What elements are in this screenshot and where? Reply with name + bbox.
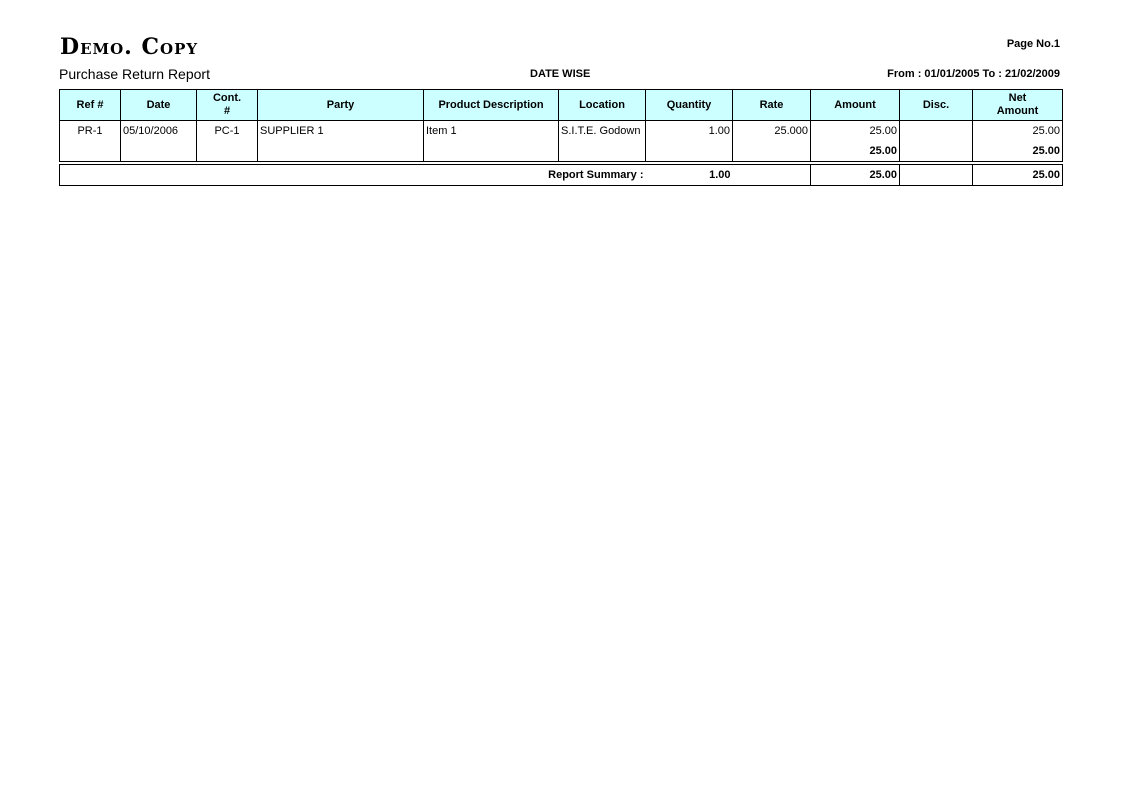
col-header-net-line2: Amount xyxy=(996,105,1039,117)
cell-disc xyxy=(900,121,973,142)
subtotal-cell-rate xyxy=(733,141,811,162)
subtotal-row xyxy=(60,141,1063,162)
cell-ref: PR-1 xyxy=(60,121,121,142)
subtotal-cell-location xyxy=(559,141,646,162)
subtotal-cell-ref xyxy=(60,141,121,162)
cell-rate: 25.000 xyxy=(733,121,811,142)
summary-row xyxy=(60,165,1063,186)
subtotal-cell-product xyxy=(424,141,559,162)
cell-location: S.I.T.E. Godown xyxy=(559,121,646,142)
col-header-net-amount xyxy=(973,90,1063,121)
report-title: Purchase Return Report xyxy=(59,66,210,82)
col-header-rate: Rate xyxy=(733,90,811,121)
col-header-disc: Disc. xyxy=(900,90,973,121)
cell-quantity: 1.00 xyxy=(646,121,733,142)
col-header-party: Party xyxy=(258,90,424,121)
summary-label: Report Summary : xyxy=(60,165,646,186)
table-header-row xyxy=(60,90,1063,121)
col-header-cont xyxy=(197,90,258,121)
col-header-cont-line2: # xyxy=(223,105,231,117)
summary-quantity: 1.00 xyxy=(646,165,733,186)
cell-date: 05/10/2006 xyxy=(121,121,197,142)
table-row xyxy=(60,121,1063,142)
col-header-quantity: Quantity xyxy=(646,90,733,121)
page-number: Page No.1 xyxy=(1006,38,1060,50)
cell-product: Item 1 xyxy=(424,121,559,142)
col-header-net-line1: Net xyxy=(1008,92,1027,104)
col-header-location: Location xyxy=(559,90,646,121)
summary-net-amount: 25.00 xyxy=(973,165,1063,186)
subtotal-net-amount: 25.00 xyxy=(973,141,1063,162)
col-header-date: Date xyxy=(121,90,197,121)
subtotal-amount: 25.00 xyxy=(811,141,900,162)
subtotal-cell-quantity xyxy=(646,141,733,162)
report-mode: DATE WISE xyxy=(530,68,591,80)
report-table xyxy=(59,89,1063,162)
summary-amount: 25.00 xyxy=(811,165,900,186)
subtotal-cell-cont xyxy=(197,141,258,162)
col-header-ref: Ref # xyxy=(60,90,121,121)
summary-rate-blank xyxy=(733,165,811,186)
date-range: From : 01/01/2005 To : 21/02/2009 xyxy=(887,68,1060,80)
col-header-cont-line1: Cont. xyxy=(212,92,242,104)
summary-disc xyxy=(900,165,973,186)
cell-cont: PC-1 xyxy=(197,121,258,142)
subtotal-cell-date xyxy=(121,141,197,162)
company-name: Demo. Copy xyxy=(60,34,199,60)
cell-net-amount: 25.00 xyxy=(973,121,1063,142)
col-header-product: Product Description xyxy=(424,90,559,121)
subtotal-cell-disc xyxy=(900,141,973,162)
subtotal-cell-party xyxy=(258,141,424,162)
col-header-amount: Amount xyxy=(811,90,900,121)
cell-amount: 25.00 xyxy=(811,121,900,142)
report-summary xyxy=(59,164,1063,186)
cell-party: SUPPLIER 1 xyxy=(258,121,424,142)
